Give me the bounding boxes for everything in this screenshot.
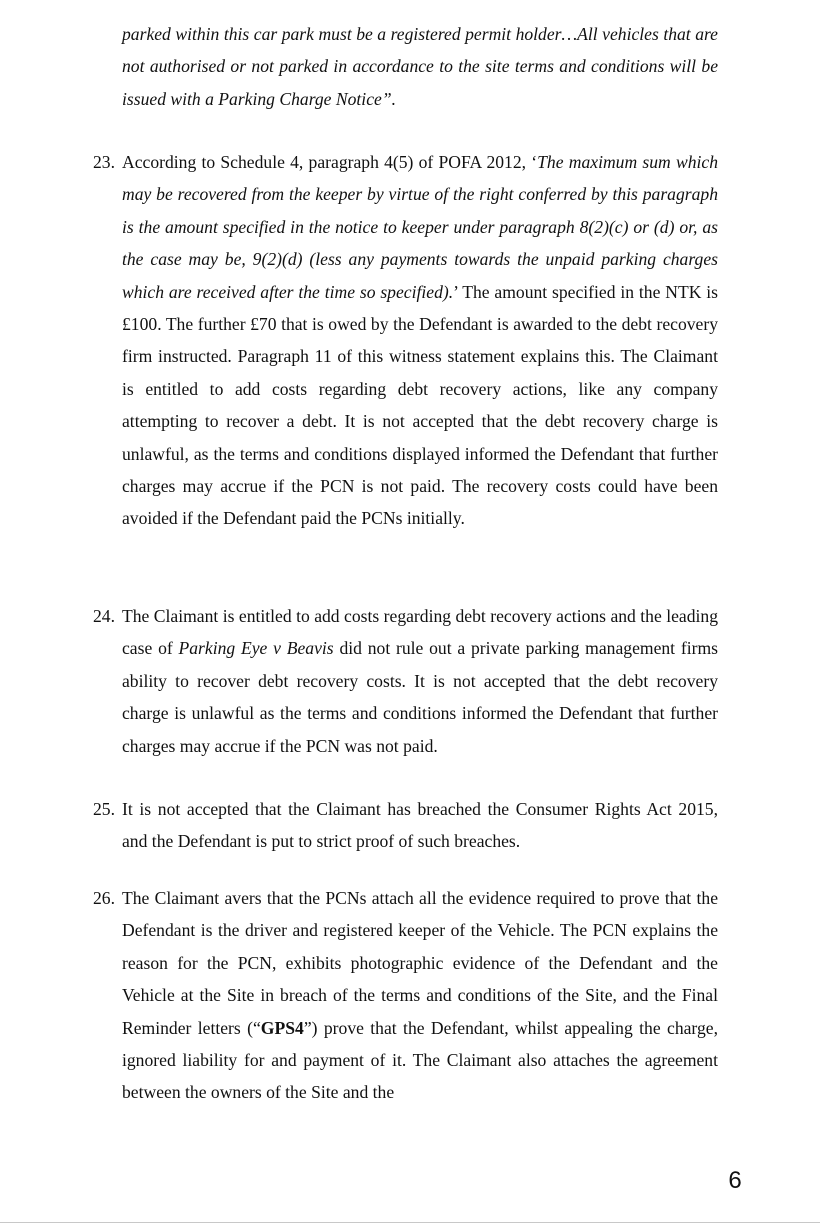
paragraph-text-part: ’ The amount specified in the NTK is £100. The further £70 that is owed by the Defendant is awarded to the debt recovery firm instructed. Paragraph 11 of this witness statement explains this. The Claimant is entitled to add costs regarding debt recovery actions, like any company attempting to recover a debt. It is not accepted that the debt recovery charge is unlawful, as the terms and conditions displayed informed the Defendant that further charges may accrue if the PCN is not paid. The recovery costs could have been avoided if the Defendant paid the PCNs initially. — [122, 281, 718, 529]
paragraph-text — [122, 793, 718, 858]
paragraph-25 — [93, 793, 718, 858]
paragraph-26 — [93, 882, 718, 1109]
page-bottom-divider — [0, 1222, 820, 1223]
page-number: 6 — [728, 1167, 742, 1194]
paragraph-text — [122, 882, 718, 1109]
paragraph-number: 24. — [93, 606, 115, 626]
paragraph-23 — [93, 146, 718, 535]
italic-quotation: The maximum sum which may be recovered from the keeper by virtue of the right conferred by this paragraph is the amount specified in the notice to keeper under paragraph 8(2)(c) or (d) or, as the case may be, 9(2)(d) (less any payments towards the unpaid parking charges which are received after the time so specified). — [122, 152, 718, 302]
paragraph-text-part: According to Schedule 4, paragraph 4(5) of POFA 2012, ‘ — [122, 152, 538, 172]
paragraph-number: 25. — [93, 799, 115, 819]
case-name: Parking Eye v Beavis — [178, 638, 334, 659]
paragraph-text-part: It is not accepted that the Claimant has breached the Consumer Rights Act 2015, and the Defendant is put to strict proof of such breaches. — [122, 799, 718, 852]
quoted-text-continuation: parked within this car park must be a registered permit holder…All vehicles that are not authorised or not parked in accordance to the site terms and conditions will be issued with a Parking Charge Notice”. — [122, 24, 718, 109]
paragraph-text-part: The Claimant is entitled to add costs regarding debt recovery actions and the leading case of — [122, 606, 718, 659]
exhibit-reference: GPS4 — [260, 1017, 304, 1038]
paragraph-number: 26. — [93, 888, 115, 908]
paragraph-text — [122, 600, 718, 762]
paragraph-text — [122, 146, 718, 535]
paragraph-24 — [93, 600, 718, 762]
paragraph-text-part: did not rule out a private parking management firms ability to recover debt recovery costs. It is not accepted that the debt recovery charge is unlawful as the terms and conditions informed the Defendant that further charges may accrue if the PCN was not paid. — [122, 638, 718, 756]
paragraph-number: 23. — [93, 152, 115, 172]
paragraph-text-part: ”) prove that the Defendant, whilst appealing the charge, ignored liability for and payment of it. The Claimant also attaches the agreement between the owners of the Site and the — [122, 1017, 718, 1103]
paragraph-text-part: The Claimant avers that the PCNs attach all the evidence required to prove that the Defendant is the driver and registered keeper of the Vehicle. The PCN explains the reason for the PCN, exhibits photographic evidence of the Defendant and the Vehicle at the Site in breach of the terms and conditions of the Site, and the Final Reminder letters (“ — [122, 888, 718, 1038]
